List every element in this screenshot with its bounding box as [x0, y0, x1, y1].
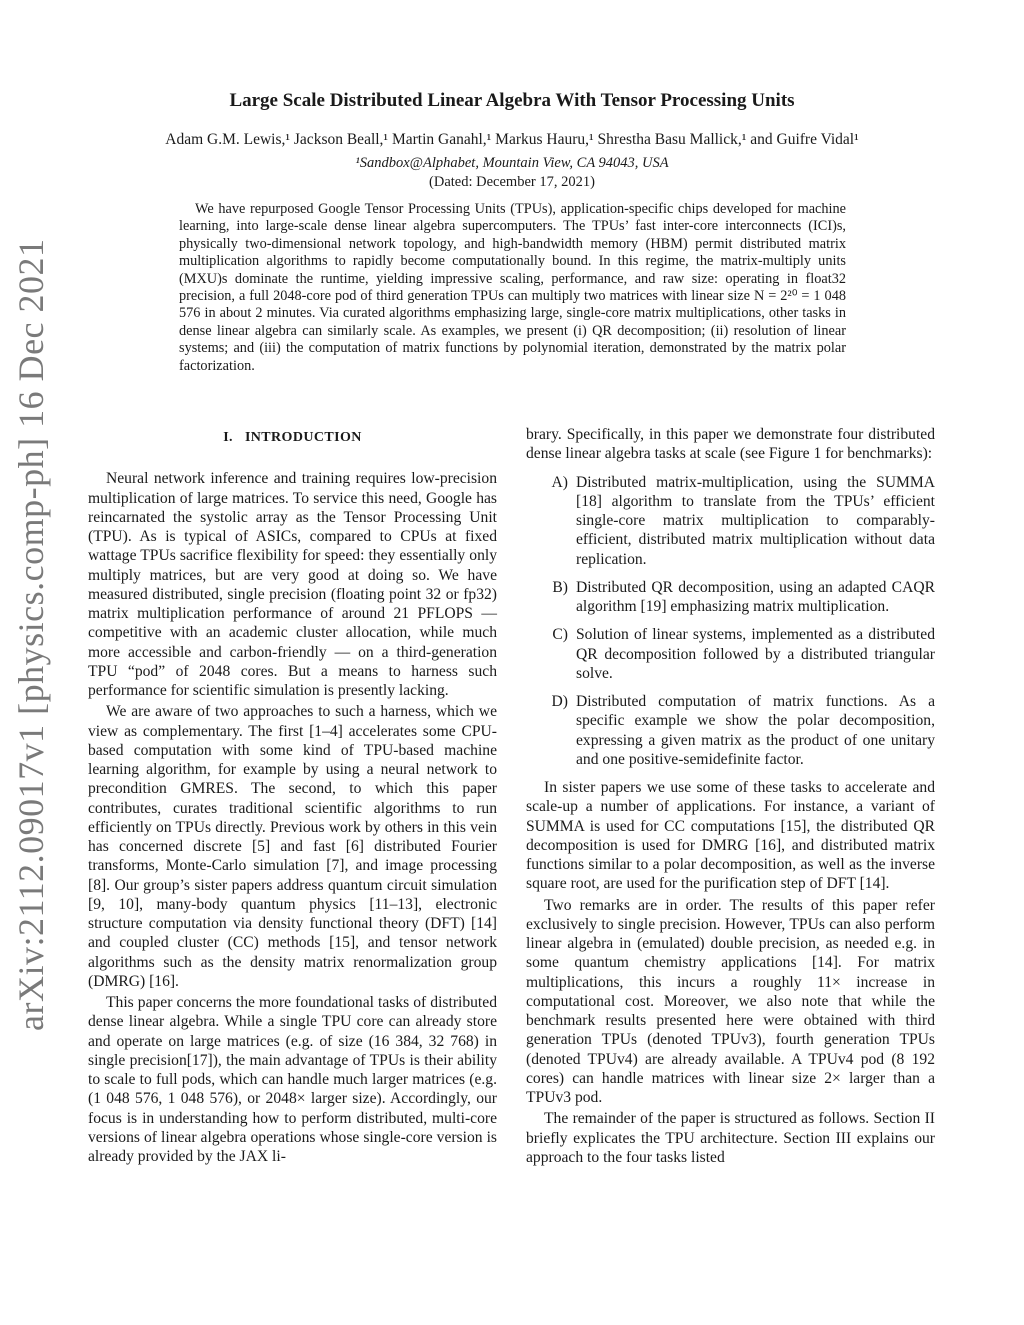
task-item	[526, 692, 935, 769]
task-label: D)	[551, 693, 568, 710]
task-item	[526, 473, 935, 569]
task-text: Solution of linear systems, implemented as a distributed QR decomposition followed by a distributed triangular solve.	[576, 626, 935, 682]
intro-paragraph-1: Neural network inference and training requires low-precision multiplication of large matrices. To service this need, Google has reincarnated the systolic array as the Tensor Processing Unit (TPU). As is typical of ASICs, compared to CPUs at fixed wattage TPUs sacrifice flexibility for speed: they essentially only multiply matrices, but are very good at doing so. We have measured distributed, single precision (floating point 32 or fp32) matrix multiplication performance of around 21 PFLOPS — competitive with an academic cluster allocation, while much more accessible and carbon-friendly — on a third-generation TPU “pod” of 2048 cores. But a means to harness such performance for scientific simulation is presently lacking.	[88, 470, 497, 699]
task-label: C)	[552, 626, 568, 644]
right-paragraph-1: In sister papers we use some of these tasks to accelerate and scale-up a number of applications. For instance, a variant of SUMMA is used for CC computations [15], the distributed QR decomposition is used for DMRG [16], and distributed matrix functions similar to a polar decomposition, as well as the inverse square root, are used for the purification step of DFT [14].	[526, 779, 935, 893]
arxiv-stamp: arXiv:2112.09017v1 [physics.comp-ph] 16 Dec 2021	[11, 238, 51, 1032]
task-label: B)	[552, 578, 568, 596]
author-list: Adam G.M. Lewis,¹ Jackson Beall,¹ Martin Ganahl,¹ Markus Hauru,¹ Shrestha Basu Mallick,¹ and Guifre Vidal¹	[165, 131, 859, 148]
task-text: Distributed matrix-multiplication, using the SUMMA [18] algorithm to translate from the TPUs’ efficient single-core matrix multiplication to comparably-efficient, distributed matrix multiplication without data replication.	[576, 473, 935, 568]
intro-paragraph-3: This paper concerns the more foundational tasks of distributed dense linear algebra. While a single TPU core can already store and operate on large matrices (e.g. of size (16 384, 32 768) in single precision[17]), the main advantage of TPUs is their ability to scale to full pods, which can handle much larger matrices (e.g. (1 048 576, 1 048 576), or 2048× larger size). Accordingly, our focus is in understanding how to perform distributed, multi-core versions of linear algebra operations whose single-core version is already provided by the JAX li-	[88, 994, 497, 1165]
task-text: Distributed QR decomposition, using an adapted CAQR algorithm [19] emphasizing matrix multiplication.	[576, 578, 935, 615]
section-number: I.	[223, 430, 233, 445]
right-paragraph-3: The remainder of the paper is structured as follows. Section II briefly explicates the TPU architecture. Section III explains our approach to the four tasks listed	[526, 1110, 935, 1166]
task-list	[526, 473, 935, 770]
task-label: A)	[551, 473, 568, 491]
abstract: We have repurposed Google Tensor Processing Units (TPUs), application-specific chips developed for machine learning, into large-scale dense linear algebra supercomputers. The TPUs’ fast inter-core interconnects (ICI)s, physically two-dimensional network topology, and high-bandwidth memory (HBM) permit distributed matrix multiplication algorithms to rapidly become computationally bound. In this regime, the matrix-multiply units (MXU)s dominate the runtime, yielding impressive scaling, performance, and raw size: operating in float32 precision, a full 2048-core pod of third generation TPUs can multiply two matrices with linear size N = 2²⁰ = 1 048 576 in about 2 minutes. Via curated algorithms emphasizing large, single-core matrix multiplications, other tasks in dense linear algebra can similarly scale. As examples, we present (i) QR decomposition; (ii) resolution of linear systems; and (iii) the computation of matrix functions by polynomial iteration, demonstrated by the matrix polar factorization.	[179, 201, 846, 374]
intro-paragraph-2: We are aware of two approaches to such a harness, which we view as complementary. The first [1–4] accelerates some CPU-based computation with some kind of TPU-based machine learning algorithm, for example by using a neural network to precondition GMRES. The second, to which this paper contributes, curates traditional scientific algorithms to run efficiently on TPUs directly. Previous work by others in this vein has concerned discrete [5] and fast [6] distributed Fourier transforms, Monte-Carlo simulation [7], and image processing [8]. Our group’s sister papers address quantum circuit simulation [9, 10], many-body quantum physics [11–13], electronic structure computation via density functional theory (DFT) [14] and coupled cluster (CC) methods [15], and tensor network algorithms such as the density matrix renormalization group (DMRG) [16].	[88, 703, 497, 990]
affiliation: ¹Sandbox@Alphabet, Mountain View, CA 94043, USA	[355, 155, 669, 171]
task-item	[526, 625, 935, 683]
right-column	[526, 425, 935, 1167]
section-heading	[88, 428, 497, 447]
paper-title: Large Scale Distributed Linear Algebra With Tensor Processing Units	[229, 90, 795, 111]
right-paragraph-2: Two remarks are in order. The results of this paper refer exclusively to single precision. However, TPUs can also perform linear algebra in (emulated) double precision, as needed e.g. in some quantum chemistry applications [14]. For matrix multiplications, this incurs a roughly 11× increase in computational cost. Moreover, we also note that while the benchmark results presented here were obtained with third generation TPUs (denoted TPUv3), fourth generation TPUs (denoted TPUv4) are already available. A TPUv4 pod (8 192 cores) can handle matrices with linear size 2× larger than a TPUv3 pod.	[526, 896, 935, 1106]
date-line: (Dated: December 17, 2021)	[429, 174, 595, 190]
section-title: INTRODUCTION	[244, 430, 362, 445]
task-text: Distributed computation of matrix functions. As a specific example we show the polar decomposition, expressing a given matrix as the product of one unitary and one positive-semidefinite factor.	[576, 693, 935, 768]
task-item	[526, 578, 935, 617]
left-column	[88, 425, 497, 1166]
intro-continued: brary. Specifically, in this paper we demonstrate four distributed dense linear algebra tasks at scale (see Figure 1 for benchmarks):	[526, 426, 935, 463]
